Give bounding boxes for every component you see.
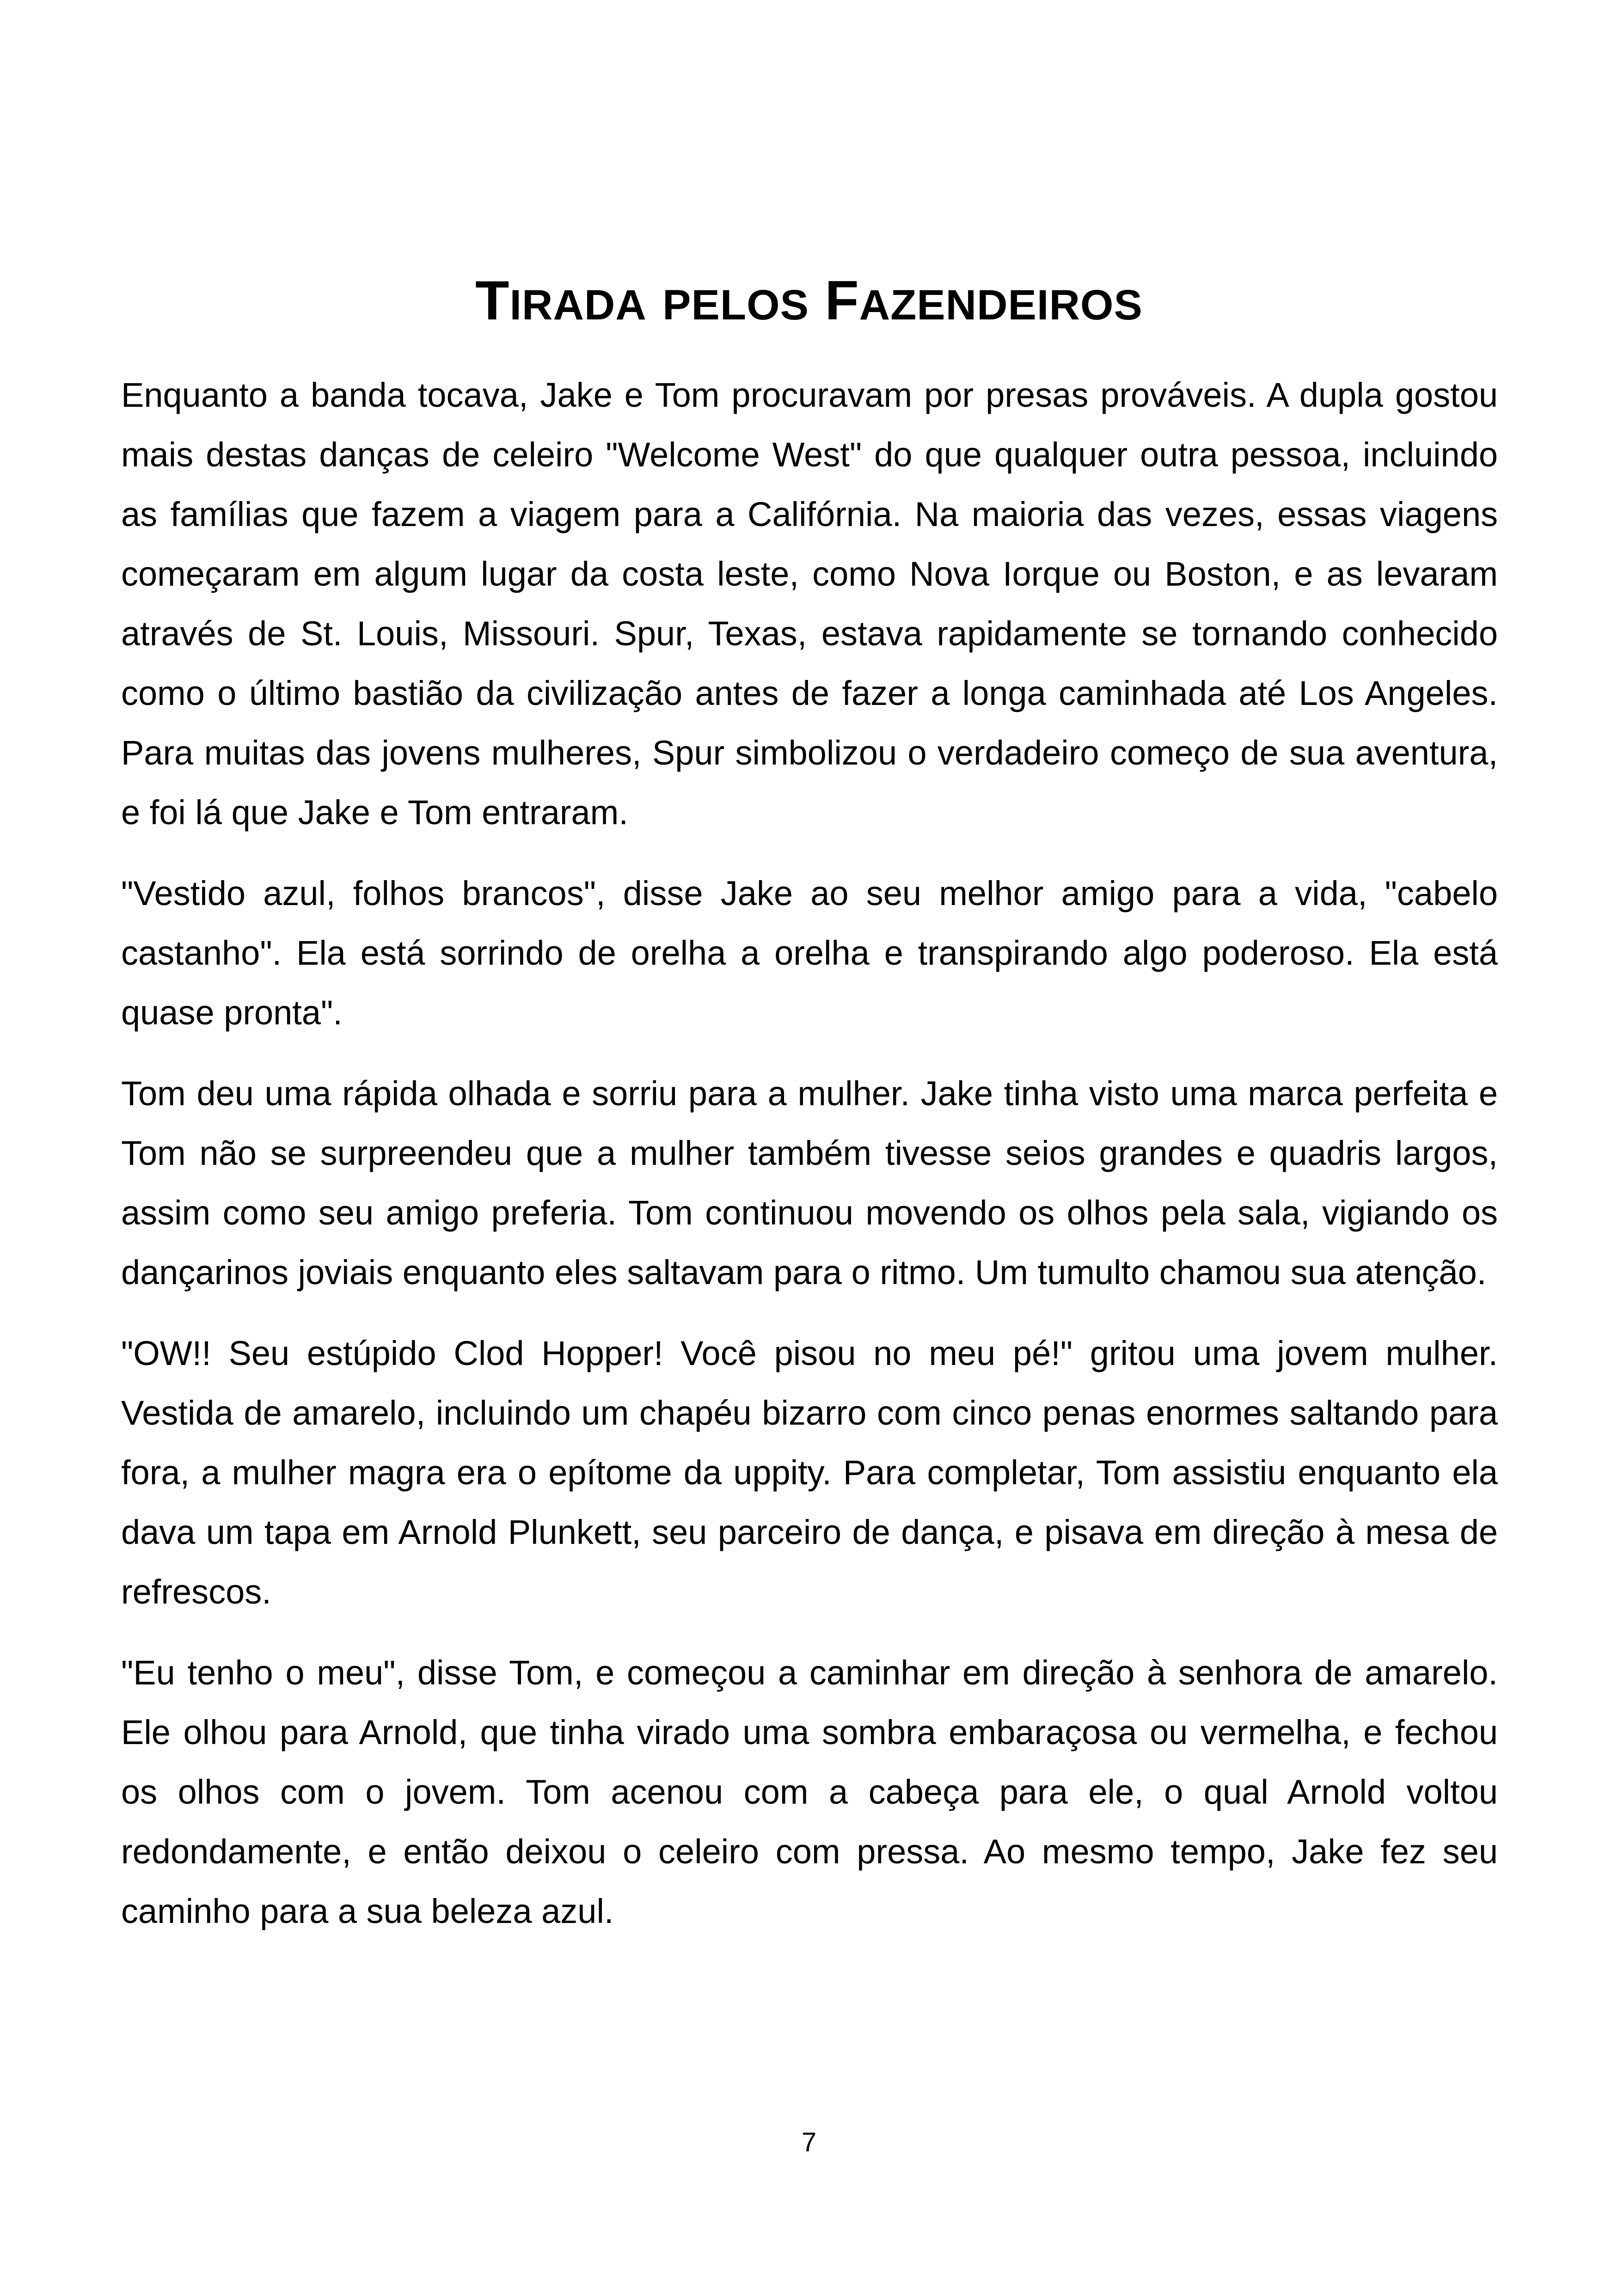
body-text (121, 365, 1498, 1962)
paragraph-5: "Eu tenho o meu", disse Tom, e começou a caminhar em direção à senhora de amarelo. Ele olhou para Arnold, que tinha virado uma sombra embaraçosa ou vermelha, e fechou os olhos com o jovem. Tom acenou com a cabeça para ele, o qual Arnold voltou redondamente, e então deixou o celeiro com pressa. Ao mesmo tempo, Jake fez seu caminho para a sua beleza azul. (121, 1653, 1498, 1930)
title-initial-t: T (475, 269, 510, 331)
title-word-2: PELOS (662, 282, 809, 329)
paragraph-3: Tom deu uma rápida olhada e sorriu para a mulher. Jake tinha visto uma marca perfeita e Tom não se surpreendeu que a mulher também tivesse seios grandes e quadris largos, assim como seu amigo preferia. Tom continuou movendo os olhos pela sala, vigiando os dançarinos joviais enquanto eles saltavam para o ritmo. Um tumulto chamou sua atenção. (121, 1074, 1498, 1292)
paragraph-1: Enquanto a banda tocava, Jake e Tom procuravam por presas prováveis. A dupla gostou mais destas danças de celeiro "Welcome West" do que qualquer outra pessoa, incluindo as famílias que fazem a viagem para a Califórnia. Na maioria das vezes, essas viagens começaram em algum lugar da costa leste, como Nova Iorque ou Boston, e as levaram através de St. Louis, Missouri. Spur, Texas, estava rapidamente se tornando conhecido como o último bastião da civilização antes de fazer a longa caminhada até Los Angeles. Para muitas das jovens mulheres, Spur simbolizou o verdadeiro começo de sua aventura, e foi lá que Jake e Tom entraram. (121, 376, 1498, 832)
title-word-3-rest: AZENDEIROS (859, 282, 1143, 329)
title-initial-f: F (825, 269, 859, 331)
paragraph-2: "Vestido azul, folhos brancos", disse Jake ao seu melhor amigo para a vida, "cabelo castanho". Ela está sorrindo de orelha a orelha e transpirando algo poderoso. Ela está quase pronta". (121, 874, 1498, 1032)
page-number: 7 (801, 2127, 817, 2157)
paragraph-4: "OW!! Seu estúpido Clod Hopper! Você pisou no meu pé!" gritou uma jovem mulher. Vestida de amarelo, incluindo um chapéu bizarro com cinco penas enormes saltando para fora, a mulher magra era o epítome da uppity. Para completar, Tom assistiu enquanto ela dava um tapa em Arnold Plunkett, seu parceiro de dança, e pisava em direção à mesa de refrescos. (121, 1334, 1498, 1611)
title-word-1-rest: IRADA (509, 282, 647, 329)
chapter-title (0, 268, 1618, 337)
